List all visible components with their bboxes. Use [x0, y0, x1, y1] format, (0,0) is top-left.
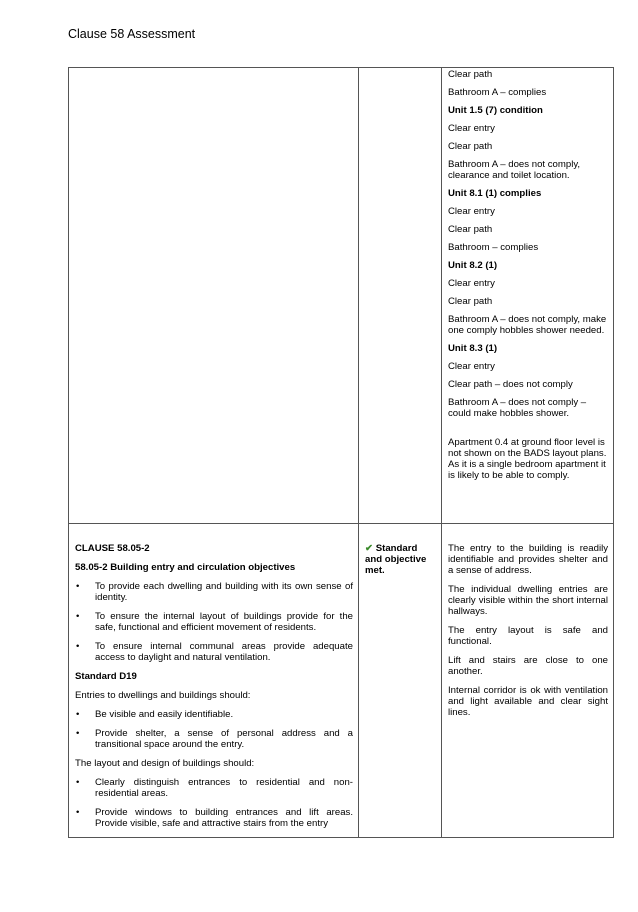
bullet: •	[76, 641, 80, 652]
assessment-note: The entry to the building is readily identifiable and provides shelter and a sense of address.	[448, 543, 608, 576]
layout-intro: The layout and design of buildings should:	[75, 758, 255, 769]
list-item	[75, 728, 353, 750]
note-line: Bathroom A – complies	[448, 87, 547, 98]
table-row	[69, 68, 614, 524]
assessment-note: Lift and stairs are close to one another.	[448, 655, 608, 677]
check-icon: ✔	[365, 543, 374, 554]
bullet: •	[76, 581, 80, 592]
bullet: •	[76, 807, 80, 818]
objective-title: 58.05-2 Building entry and circulation objectives	[75, 562, 296, 573]
note-line: Clear path	[448, 224, 493, 235]
note-line: Clear path – does not comply	[448, 379, 573, 390]
unit-heading: Unit 8.1 (1) complies	[448, 188, 542, 199]
table-row	[69, 524, 614, 838]
note-line: Bathroom A – does not comply, clearance and toilet location.	[448, 159, 581, 181]
status-cell	[359, 524, 442, 838]
bullet: •	[76, 709, 80, 720]
list-item	[75, 581, 353, 603]
status-cell	[359, 68, 442, 524]
note-line: Clear entry	[448, 123, 495, 134]
list-item	[75, 611, 353, 633]
list-item	[75, 709, 353, 720]
list-item	[75, 777, 353, 799]
list-item-text: To provide each dwelling and building with its own sense of identity.	[95, 581, 353, 603]
unit-heading: Unit 8.3 (1)	[448, 343, 498, 354]
status-text: Standard and objective met.	[365, 543, 427, 576]
note-line: Bathroom A – does not comply – could make hobbles shower.	[448, 397, 587, 419]
objectives-list	[75, 581, 353, 663]
note-line: Clear path	[448, 69, 493, 80]
requirement-cell	[69, 68, 359, 524]
notes-cell	[442, 524, 614, 838]
list-item	[75, 807, 353, 829]
note-line: Bathroom A – does not comply, make one comply hobbles shower needed.	[448, 314, 607, 336]
entries-list	[75, 709, 353, 750]
bullet: •	[76, 777, 80, 788]
list-item-text: Be visible and easily identifiable.	[95, 709, 234, 720]
page-header: Clause 58 Assessment	[68, 27, 196, 41]
unit-heading: Unit 8.2 (1)	[448, 260, 498, 271]
requirement-cell	[69, 524, 359, 838]
note-line: Apartment 0.4 at ground floor level is not shown on the BADS layout plans. As it is a single bedroom apartment it is likely to be able to comply.	[448, 437, 607, 481]
assessment-table	[68, 67, 614, 838]
note-line: Clear path	[448, 296, 493, 307]
assessment-note: Internal corridor is ok with ventilation and light available and clear sight lines.	[448, 685, 608, 718]
note-line: Clear entry	[448, 206, 495, 217]
note-line: Clear path	[448, 141, 493, 152]
bullet: •	[76, 728, 80, 739]
list-item-text: To ensure internal communal areas provide adequate access to daylight and natural ventilation.	[95, 641, 353, 663]
list-item-text: Clearly distinguish entrances to residential and non-residential areas.	[95, 777, 353, 799]
list-item-text: Provide windows to building entrances and lift areas. Provide visible, safe and attractive stairs from the entry	[95, 807, 353, 829]
layout-list	[75, 777, 353, 829]
list-item-text: Provide shelter, a sense of personal address and a transitional space around the entry.	[95, 728, 353, 750]
note-line: Clear entry	[448, 278, 495, 289]
standard-title: Standard D19	[75, 671, 137, 682]
list-item-text: To ensure the internal layout of buildings provide for the safe, functional and efficient movement of residents.	[95, 611, 353, 633]
clause-number: CLAUSE 58.05-2	[75, 543, 150, 554]
note-line: Clear entry	[448, 361, 495, 372]
assessment-note: The entry layout is safe and functional.	[448, 625, 608, 647]
assessment-note: The individual dwelling entries are clearly visible within the short internal hallways.	[448, 584, 608, 617]
notes-cell	[442, 68, 614, 524]
unit-heading: Unit 1.5 (7) condition	[448, 105, 543, 116]
entries-intro: Entries to dwellings and buildings should:	[75, 690, 251, 701]
list-item	[75, 641, 353, 663]
note-line: Bathroom – complies	[448, 242, 539, 253]
bullet: •	[76, 611, 80, 622]
